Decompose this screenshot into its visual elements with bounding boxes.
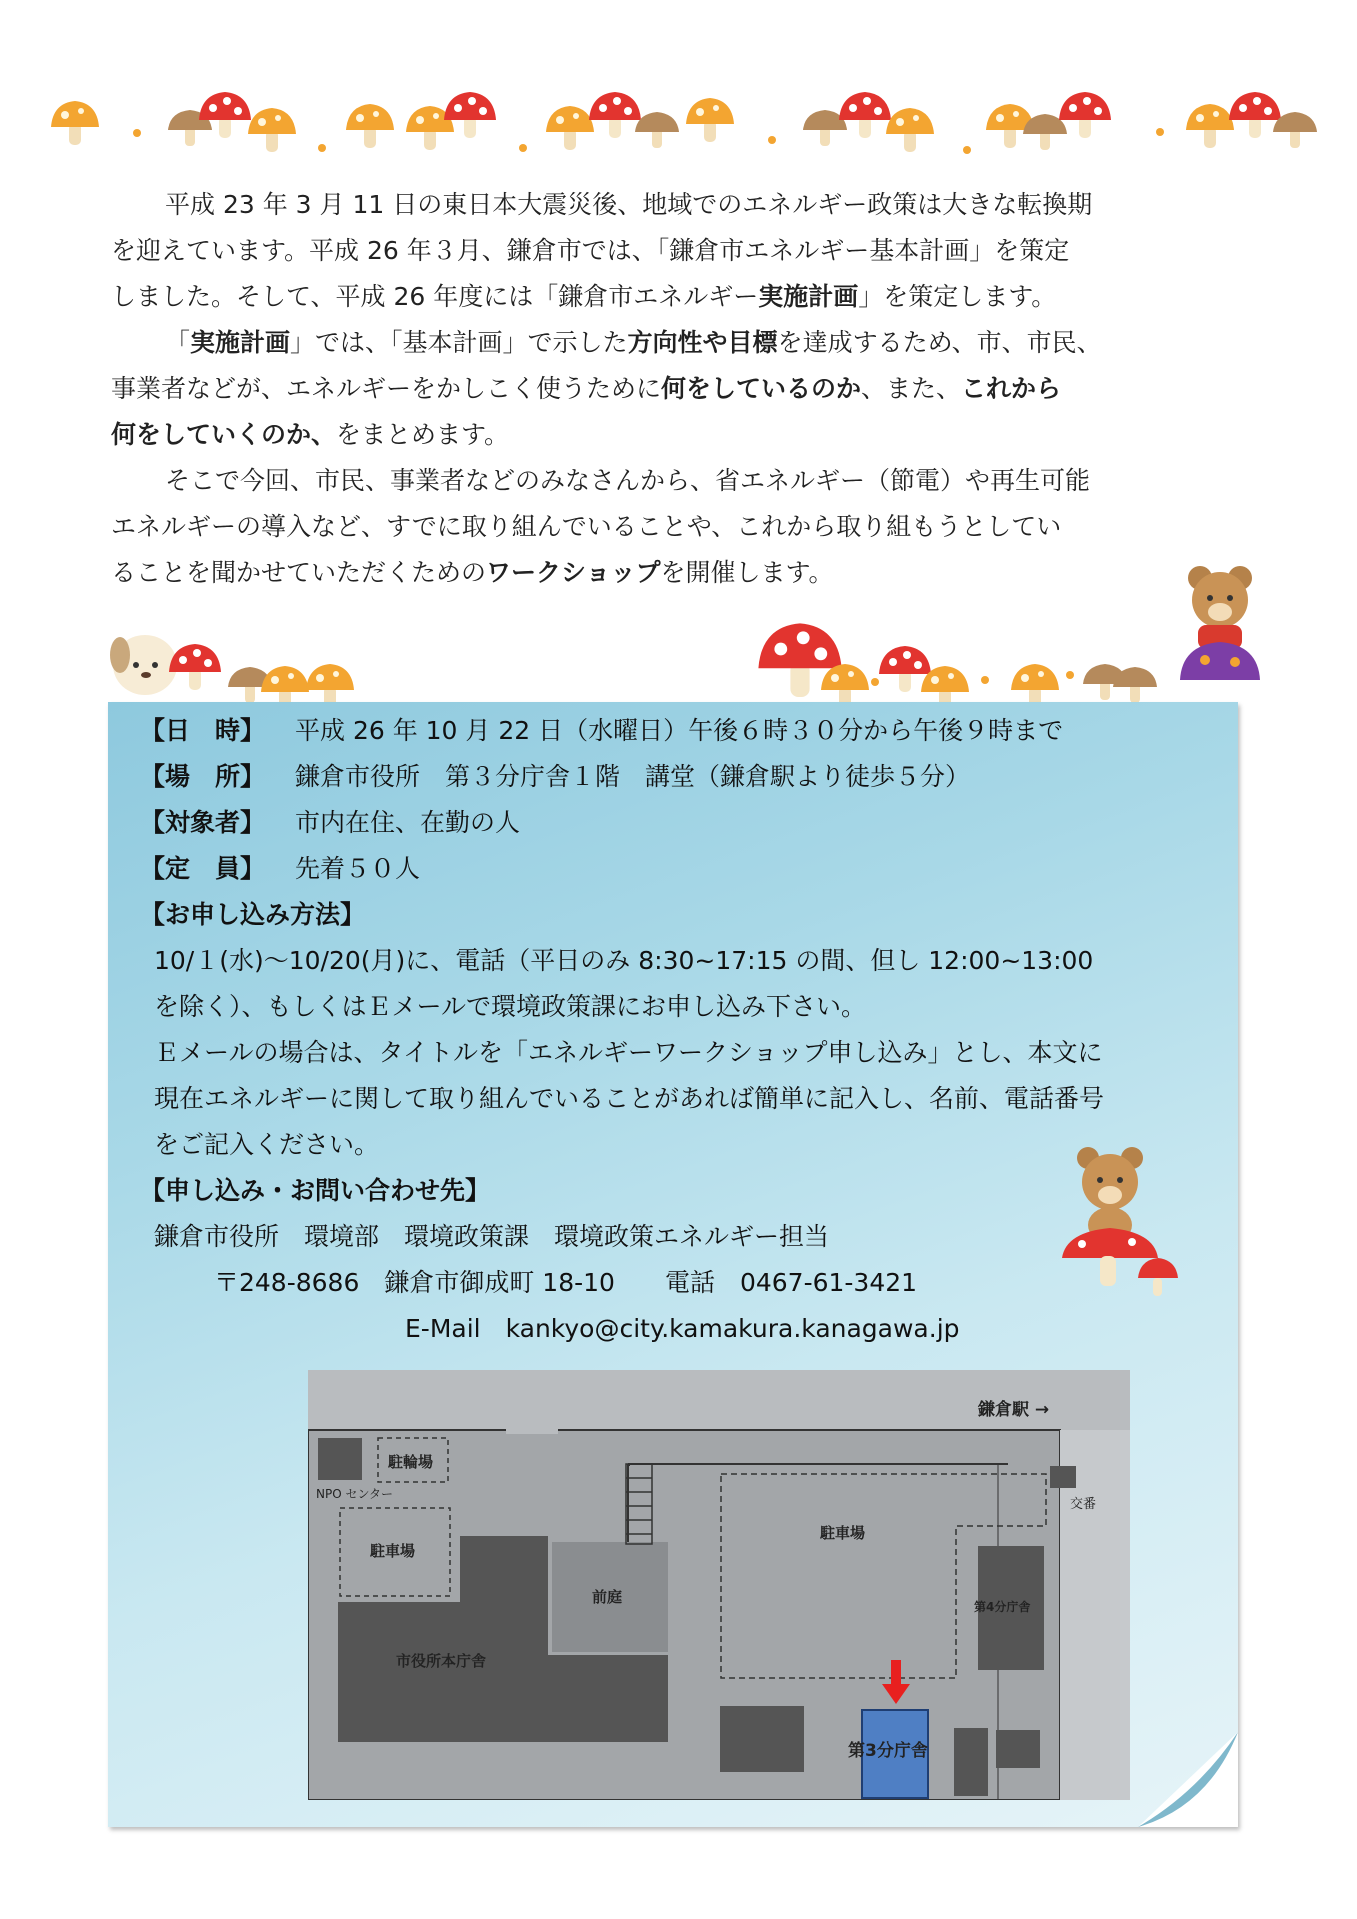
- capacity-value: 先着５０人: [295, 854, 421, 883]
- bear-mushroom-icon: [1060, 1140, 1180, 1300]
- map-annex3-label: 第3分庁舎: [848, 1741, 928, 1761]
- map-front-garden-label: 前庭: [592, 1588, 623, 1606]
- contact-email[interactable]: E-Mail kankyo@city.kamakura.kanagawa.jp: [405, 1314, 960, 1343]
- datetime-value: 平成 26 年 10 月 22 日（水曜日）午後６時３０分から午後９時まで: [295, 716, 1064, 745]
- map-parking-left-label: 駐車場: [370, 1542, 416, 1560]
- contact-label: 【申し込み・お問い合わせ先】: [140, 1176, 491, 1205]
- map-npo-label: NPO センター: [316, 1487, 393, 1501]
- apply-line-2: を除く）、もしくはＥメールで環境政策課にお申し込み下さい。: [154, 992, 867, 1021]
- datetime-row: [140, 708, 1063, 754]
- intro-paragraph-2: 「実施計画」では、「基本計画」で示した方向性や目標を達成するため、市、市民、 事業者などが、エネルギーをかしこく使うために何をしているのか、また、これから 何をしていくのか、をまとめます。: [111, 328, 1102, 449]
- target-value: 市内在住、在勤の人: [295, 808, 521, 837]
- place-label: 【場 所】: [140, 762, 266, 791]
- capacity-label: 【定 員】: [140, 854, 266, 883]
- intro-paragraph-1: 平成 23 年 3 月 11 日の東日本大震災後、地域でのエネルギー政策は大きな転換期 を迎えています。平成 26 年３月、鎌倉市では、「鎌倉市エネルギー基本計画」を策定 しました。そして、平成 26 年度には「鎌倉市エネルギー実施計画」を策定します。: [111, 190, 1093, 311]
- contact-address: 〒248-8686 鎌倉市御成町 18-10 電話 0467-61-3421: [214, 1268, 918, 1297]
- apply-label-row: [140, 892, 365, 938]
- contact-dept: 鎌倉市役所 環境部 環境政策課 環境政策エネルギー担当: [154, 1222, 830, 1251]
- target-label: 【対象者】: [140, 808, 266, 837]
- map-annex4-label: 第4分庁舎: [974, 1600, 1031, 1614]
- apply-line-1: 10/１(水)～10/20(月)に、電話（平日のみ 8:30~17:15 の間、但し 12:00~13:00: [154, 946, 1094, 975]
- intro-text: [111, 182, 1198, 596]
- map-police-box-label: 交番: [1070, 1497, 1097, 1512]
- map-parking-center-label: 駐車場: [820, 1524, 866, 1542]
- target-row: [140, 800, 520, 846]
- map-main-building-label: 市役所本庁舎: [396, 1652, 487, 1670]
- location-map: [308, 1370, 1130, 1800]
- intro-paragraph-3: そこで今回、市民、事業者などのみなさんから、省エネルギー（節電）や再生可能 エネルギーの導入など、すでに取り組んでいることや、これから取り組もうとしてい ることを聞かせていただくためのワークショップを開催します。: [111, 466, 1091, 587]
- map-bicycle-label: 駐輪場: [388, 1453, 434, 1471]
- map-station-label: 鎌倉駅 →: [978, 1400, 1050, 1420]
- apply-line-4: 現在エネルギーに関して取り組んでいることがあれば簡単に記入し、名前、電話番号: [154, 1084, 1105, 1113]
- place-value: 鎌倉市役所 第３分庁舎１階 講堂（鎌倉駅より徒歩５分）: [295, 762, 971, 791]
- page-curl-decoration: [1138, 1732, 1238, 1827]
- datetime-label: 【日 時】: [140, 716, 266, 745]
- apply-label: 【お申し込み方法】: [140, 900, 366, 929]
- apply-line-3: Ｅメールの場合は、タイトルを「エネルギーワークショップ申し込み」とし、本文に: [154, 1038, 1103, 1067]
- dog-icon: [110, 635, 177, 695]
- top-mushroom-row: [51, 92, 1317, 154]
- contact-label-row: [140, 1168, 490, 1214]
- capacity-row: [140, 846, 420, 892]
- place-row: [140, 754, 970, 800]
- apply-line-5: をご記入ください。: [154, 1130, 380, 1159]
